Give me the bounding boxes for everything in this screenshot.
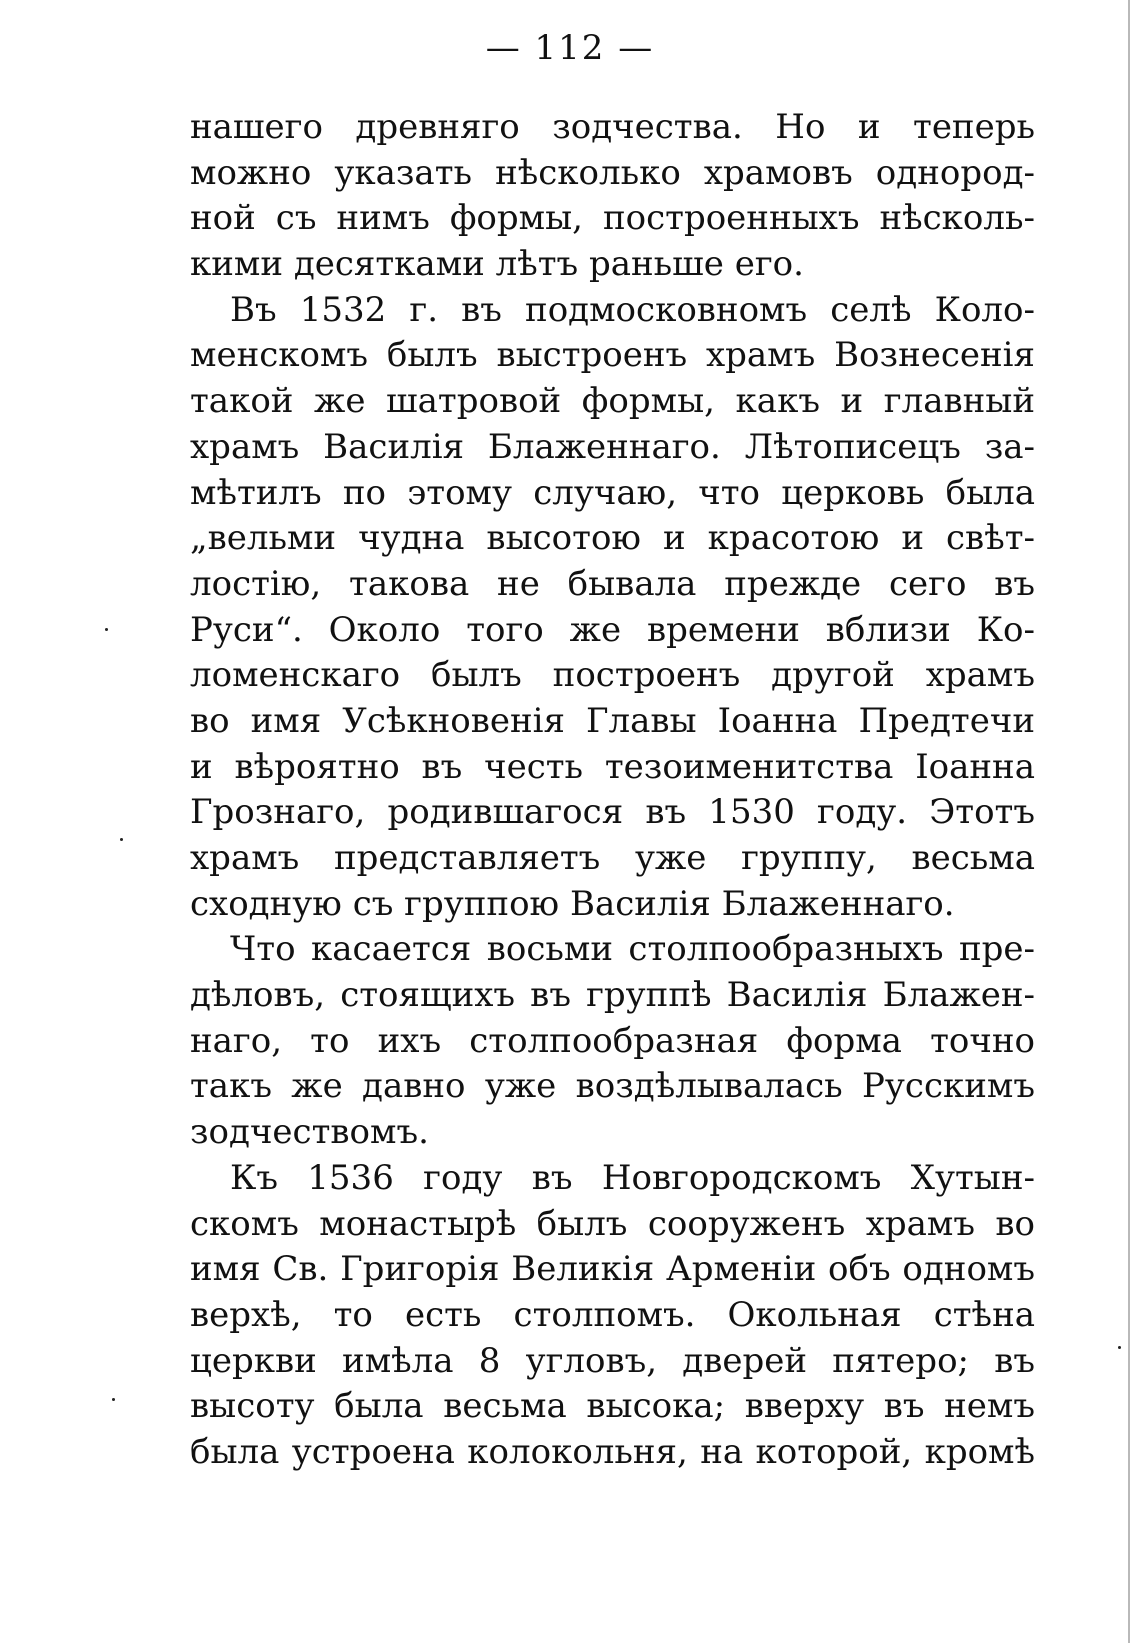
ink-speck <box>120 838 123 841</box>
text-line: Въ 1532 г. въ подмосковномъ селѣ Коло- <box>230 289 1035 330</box>
text-line: сходную съ группою Василія Блаженнаго. <box>190 883 955 924</box>
ink-speck <box>105 628 108 631</box>
text-line: дѣловъ, стоящихъ въ группѣ Василія Блажен- <box>190 975 1035 1016</box>
text-line: имя Св. Григорія Великія Арменіи объ одномъ <box>190 1249 1035 1290</box>
body-text <box>190 105 1035 1476</box>
text-line: кими десятками лѣтъ раньше его. <box>190 244 804 285</box>
text-line: храмъ представляетъ уже группу, весьма <box>190 838 1035 878</box>
text-line: Руси“. Около того же времени вблизи Ко- <box>190 609 1035 650</box>
text-line: лостію, такова не бывала прежде сего въ <box>190 563 1035 604</box>
text-line: во имя Усѣкновенія Главы Іоанна Предтечи <box>190 700 1035 741</box>
text-line: зодчествомъ. <box>190 1112 429 1153</box>
text-line: ломенскаго былъ построенъ другой храмъ <box>190 655 1035 696</box>
page-edge-rule <box>1128 0 1130 1643</box>
text-line: была устроена колокольня, на которой, кромѣ <box>190 1431 1035 1472</box>
text-line: Грознаго, родившагося въ 1530 году. Этотъ <box>190 792 1035 833</box>
text-line: высоту была весьма высока; вверху въ немъ <box>190 1386 1035 1427</box>
text-line: Къ 1536 году въ Новгородскомъ Хутын- <box>230 1157 1035 1198</box>
text-line: церкви имѣла 8 угловъ, дверей пятеро; въ <box>190 1340 1035 1381</box>
text-line: верхѣ, то есть столпомъ. Окольная стѣна <box>190 1294 1035 1335</box>
text-line: нашего древняго зодчества. Но и теперь <box>190 107 1035 147</box>
ink-speck <box>112 1398 115 1401</box>
text-line: „вельми чудна высотою и красотою и свѣт- <box>190 518 1035 559</box>
text-line: мѣтилъ по этому случаю, что церковь была <box>190 472 1035 513</box>
text-line: менскомъ былъ выстроенъ храмъ Вознесенія <box>190 335 1035 376</box>
ink-speck <box>1118 1346 1121 1349</box>
text-line: и вѣроятно въ честь тезоименитства Іоанна <box>190 746 1035 787</box>
text-line: такъ же давно уже воздѣлывалась Русскимъ <box>190 1066 1035 1107</box>
text-line: храмъ Василія Блаженнаго. Лѣтописецъ за- <box>190 426 1035 467</box>
page-number: — 112 — <box>485 28 655 68</box>
text-line: ной съ нимъ формы, построенныхъ нѣсколь- <box>190 198 1035 239</box>
text-line: можно указать нѣсколько храмовъ однород- <box>190 152 1035 193</box>
text-line: такой же шатровой формы, какъ и главный <box>190 381 1035 422</box>
text-line: наго, то ихъ столпообразная форма точно <box>190 1020 1035 1061</box>
text-line: Что касается восьми столпообразныхъ пре- <box>230 929 1035 970</box>
text-line: скомъ монастырѣ былъ сооруженъ храмъ во <box>190 1203 1035 1244</box>
